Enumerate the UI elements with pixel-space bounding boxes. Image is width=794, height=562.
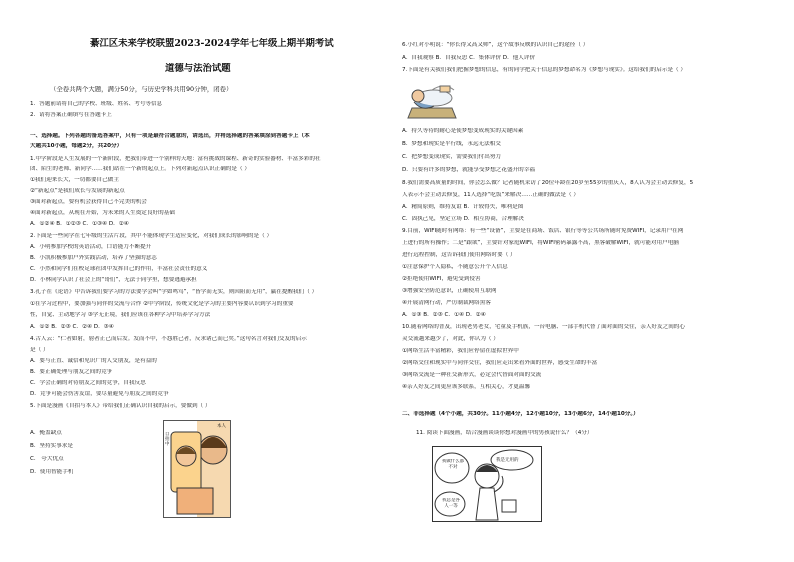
q4-stem: 4.古人云：“仁者如射，射者正己而后发。发而不中，不怨胜己者，反求诸己而已矣。”这句名言对我们交友的启示	[30, 336, 307, 342]
exam-subtitle: 道德与法治试题	[165, 63, 231, 74]
q3-stem: 3.孔子在《论语》中告诉我们要学习的方法要学会叫“学如鸣笃”，“皆学而无实，则因阻而无用”，赢在提醒我们（ ）	[30, 289, 318, 295]
q9-option3: ③增强安全防范意识，正确使用互联网	[402, 288, 497, 294]
q6-choices: A．自我观察 B．自我反思 C．集体评价 D．他人评价	[402, 55, 536, 61]
q9-option4: ④开展清网行动，严厉制裁网络黑客	[402, 300, 491, 306]
q9-stem-3: 进行远程控制，这告诉我们使用网络时要（ ）	[402, 252, 516, 258]
cartoon11-bubble1: 我做什么都不对	[441, 459, 465, 470]
q2-d: D．小林同学认识了社会上的“哥们”，无法于同学里，想要逃避承担	[30, 277, 197, 283]
q4-c: C．学会正确的对待朋友之间的竞争，自我反思	[30, 380, 146, 386]
q10-option3: ③网络交流是一种社交新形式，必定会代替面对面的交流	[402, 372, 542, 378]
q10-option4: ④亲人好友之间更应该多联系，互相关心，才更温馨	[402, 384, 531, 390]
q7-stem: 7.下面是有关我们我们把握梦想的信息，有的同学把关于信息的梦想命名为《梦想与现实》。这给我们的启示是（ ）	[402, 67, 687, 73]
q5-a: A．掩盖缺点	[30, 430, 62, 436]
q3-options-a: ①在学习过程中，要加强与同伴的交流与合作 ②中学阶段，传统文化是学习的主要内容要认识到学习的重要	[30, 301, 294, 307]
q5-b: B．坚持实事求是	[30, 443, 73, 449]
q10-option2: ②网络交往和现实中与同伴交往，我们应走出来看外面的世界，感受生命的丰富	[402, 360, 598, 366]
section2-heading: 二、非选择题（4个小题，共30分。11小题4分，12小题10分，13小题6分，14小题10分。）	[402, 411, 639, 417]
q7-d: D．只要有许多的梦想，就能享受梦想之花盛开的幸福	[402, 167, 535, 173]
q3-choices: A．①② B．②③ C．②④ D．③④	[30, 324, 114, 330]
q3-options-b: 性，自觉、主动地学习 ③学无止境，我们应该在各种学习中培养学习方法	[30, 312, 211, 318]
q2-c: C．小然和同学们在校足球社团中发挥自己的作用，丰富社会责任的意义	[30, 266, 208, 272]
q2-stem: 2.下面是一些同学在七年级的生活片段，其中不能体现学生适应变化，对我们成长的影响的是（ ）	[30, 233, 273, 239]
q7-c: C．把梦想变成现实，需要我们付出努力	[402, 154, 502, 160]
q9-choices: A．①③ B．②③ C．①④ D．②④	[402, 312, 486, 318]
q9-stem: 9.目前，WIFI随时有网络：有一些“设备”，主要是在商场、饭店、银行等等公共场所随时免费WIFI，记录用户在网	[402, 228, 684, 234]
q1-line2: 团、陌生的老师、新同学……我们站在一个新的起点上。下列对新起点认识正确的是（ ）	[30, 166, 250, 172]
section1-heading-b: 大题共10小题，每题2分，共20分）	[30, 143, 123, 149]
q1-option2: ②“新起点”是我们成长与发展的新起点	[30, 188, 125, 194]
q11-stem: 11. 阅读下面漫画，结合漫画谈谈你想对漫画中的男孩说什么？（4分）	[416, 430, 593, 436]
q4-stem-2: 是（ ）	[30, 347, 49, 353]
q7-a: A．持久等待的耐心是使梦想变成现实的关键因素	[402, 128, 524, 134]
q9-stem-2: 上进行的所有操作；二是“跟欲”，主要针对家庭WIFI，将WIFI密码暴露不高，黑客破解WIFI，就可能对用户电脑	[402, 240, 679, 246]
cartoon11-bubble2: 我是无用的	[496, 458, 519, 463]
q5-d: D．使用智能手机	[30, 469, 74, 475]
q7-b: B．梦想和现实是平行线，永远无法相交	[402, 141, 501, 147]
exam-note: （全卷共两个大题，满分50分，与历史学科共用90分钟，闭卷）	[50, 86, 233, 93]
q8-stem-2: 人表示不会主动去修复，11人选择“吃饭”来解决……正确的做法是（ ）	[402, 192, 579, 198]
q8-cd: C．固执己见，坚定立场 D．相互协商，合理解决	[402, 216, 524, 222]
boy-cartoon	[432, 446, 542, 522]
q9-option2: ②拒绝使用WIFI，避免受到侵害	[402, 276, 481, 282]
dream-cartoon	[404, 78, 460, 124]
section1-heading-a: 一、选择题。下列各题的备选答案中，只有一项是最符合题意的，请选出，并将选择题的答案填涂到答题卡上（本	[30, 133, 310, 139]
q10-stem: 10.随着网络的普及，出现老男老女，宅童及手机族，一台电脑、一部手机代替了面对面的交往，亲人好友之间的心	[402, 324, 685, 330]
q2-b: B．小凯积极参加户外实践活动，培养了坚强的意志	[30, 255, 157, 261]
selfie-cartoon	[163, 420, 231, 518]
cartoon5-right-label: 本人	[217, 424, 226, 429]
q4-d: D．竞争可能会伤害友谊，要尽量避免与朋友之间的竞争	[30, 391, 169, 397]
q6-stem: 6.小红对小明说：“你长得又高又帅”，这个故事反映的认识自己的途径（ ）	[402, 42, 589, 48]
q1-option1: ①我们迎来长大，一切都要自己做主	[30, 177, 119, 183]
q8-stem: 8.我们需要高质量的时间，你会怎么做？记者随机采访了20位年龄在20岁至55岁的重庆人，8人认为会主动去修复，5	[402, 180, 694, 186]
q10-option1: ①网络生活丰富精彩，我们应停留在虚拟世界中	[402, 348, 519, 354]
cartoon11-bubble3: 我总是各人一等	[442, 498, 460, 509]
q1-choices: A．①②④ B．①②③ C．①③④ D．②④	[30, 221, 129, 227]
q10-stem-2: 灵交流越来越少了，对此，你认为（ ）	[402, 336, 499, 342]
instruction-2: 2．请将答案正确填写在答题卡上	[30, 112, 112, 118]
q8-ab: A．精简原则，维持友谊 B．计较得失，唯利是图	[402, 204, 524, 210]
q9-option1: ①注意保护个人隐私，不随意公开个人信息	[402, 264, 508, 270]
exam-title: 綦江区未来学校联盟2023-2024学年七年级上期半期考试	[90, 38, 334, 49]
q5-stem: 5.下面是漫画《自拍与本人》带给我们正确认识自我的启示，要做到（ ）	[30, 403, 211, 409]
q4-a: A．要与正直、诚信和见识广的人交朋友，是有益的	[30, 358, 157, 364]
q4-b: B．要正确处理与朋友之间的竞争	[30, 369, 113, 375]
q5-c: C． 夸大优点	[30, 456, 64, 462]
instruction-1: 1．答题前请将自己的学校、班级、姓名、考号等信息	[30, 101, 163, 107]
q2-a: A．小明参加学校的英语活动，口语能力不断提升	[30, 244, 152, 250]
q1-line1: 1.中学阶段是人生发展的一个新阶段，把我们带进一个别样的天地：富有挑战的课程、新奇的实验器材、丰富多彩的社	[30, 156, 321, 162]
q1-option4: ④面对新起点，从现在开始，为未来的人生奠定良好的基础	[30, 210, 175, 216]
q1-option3: ③面对新起点，要有机会获得自己不完美的机会	[30, 199, 147, 205]
cartoon5-left-label: 自拍中	[165, 432, 170, 447]
